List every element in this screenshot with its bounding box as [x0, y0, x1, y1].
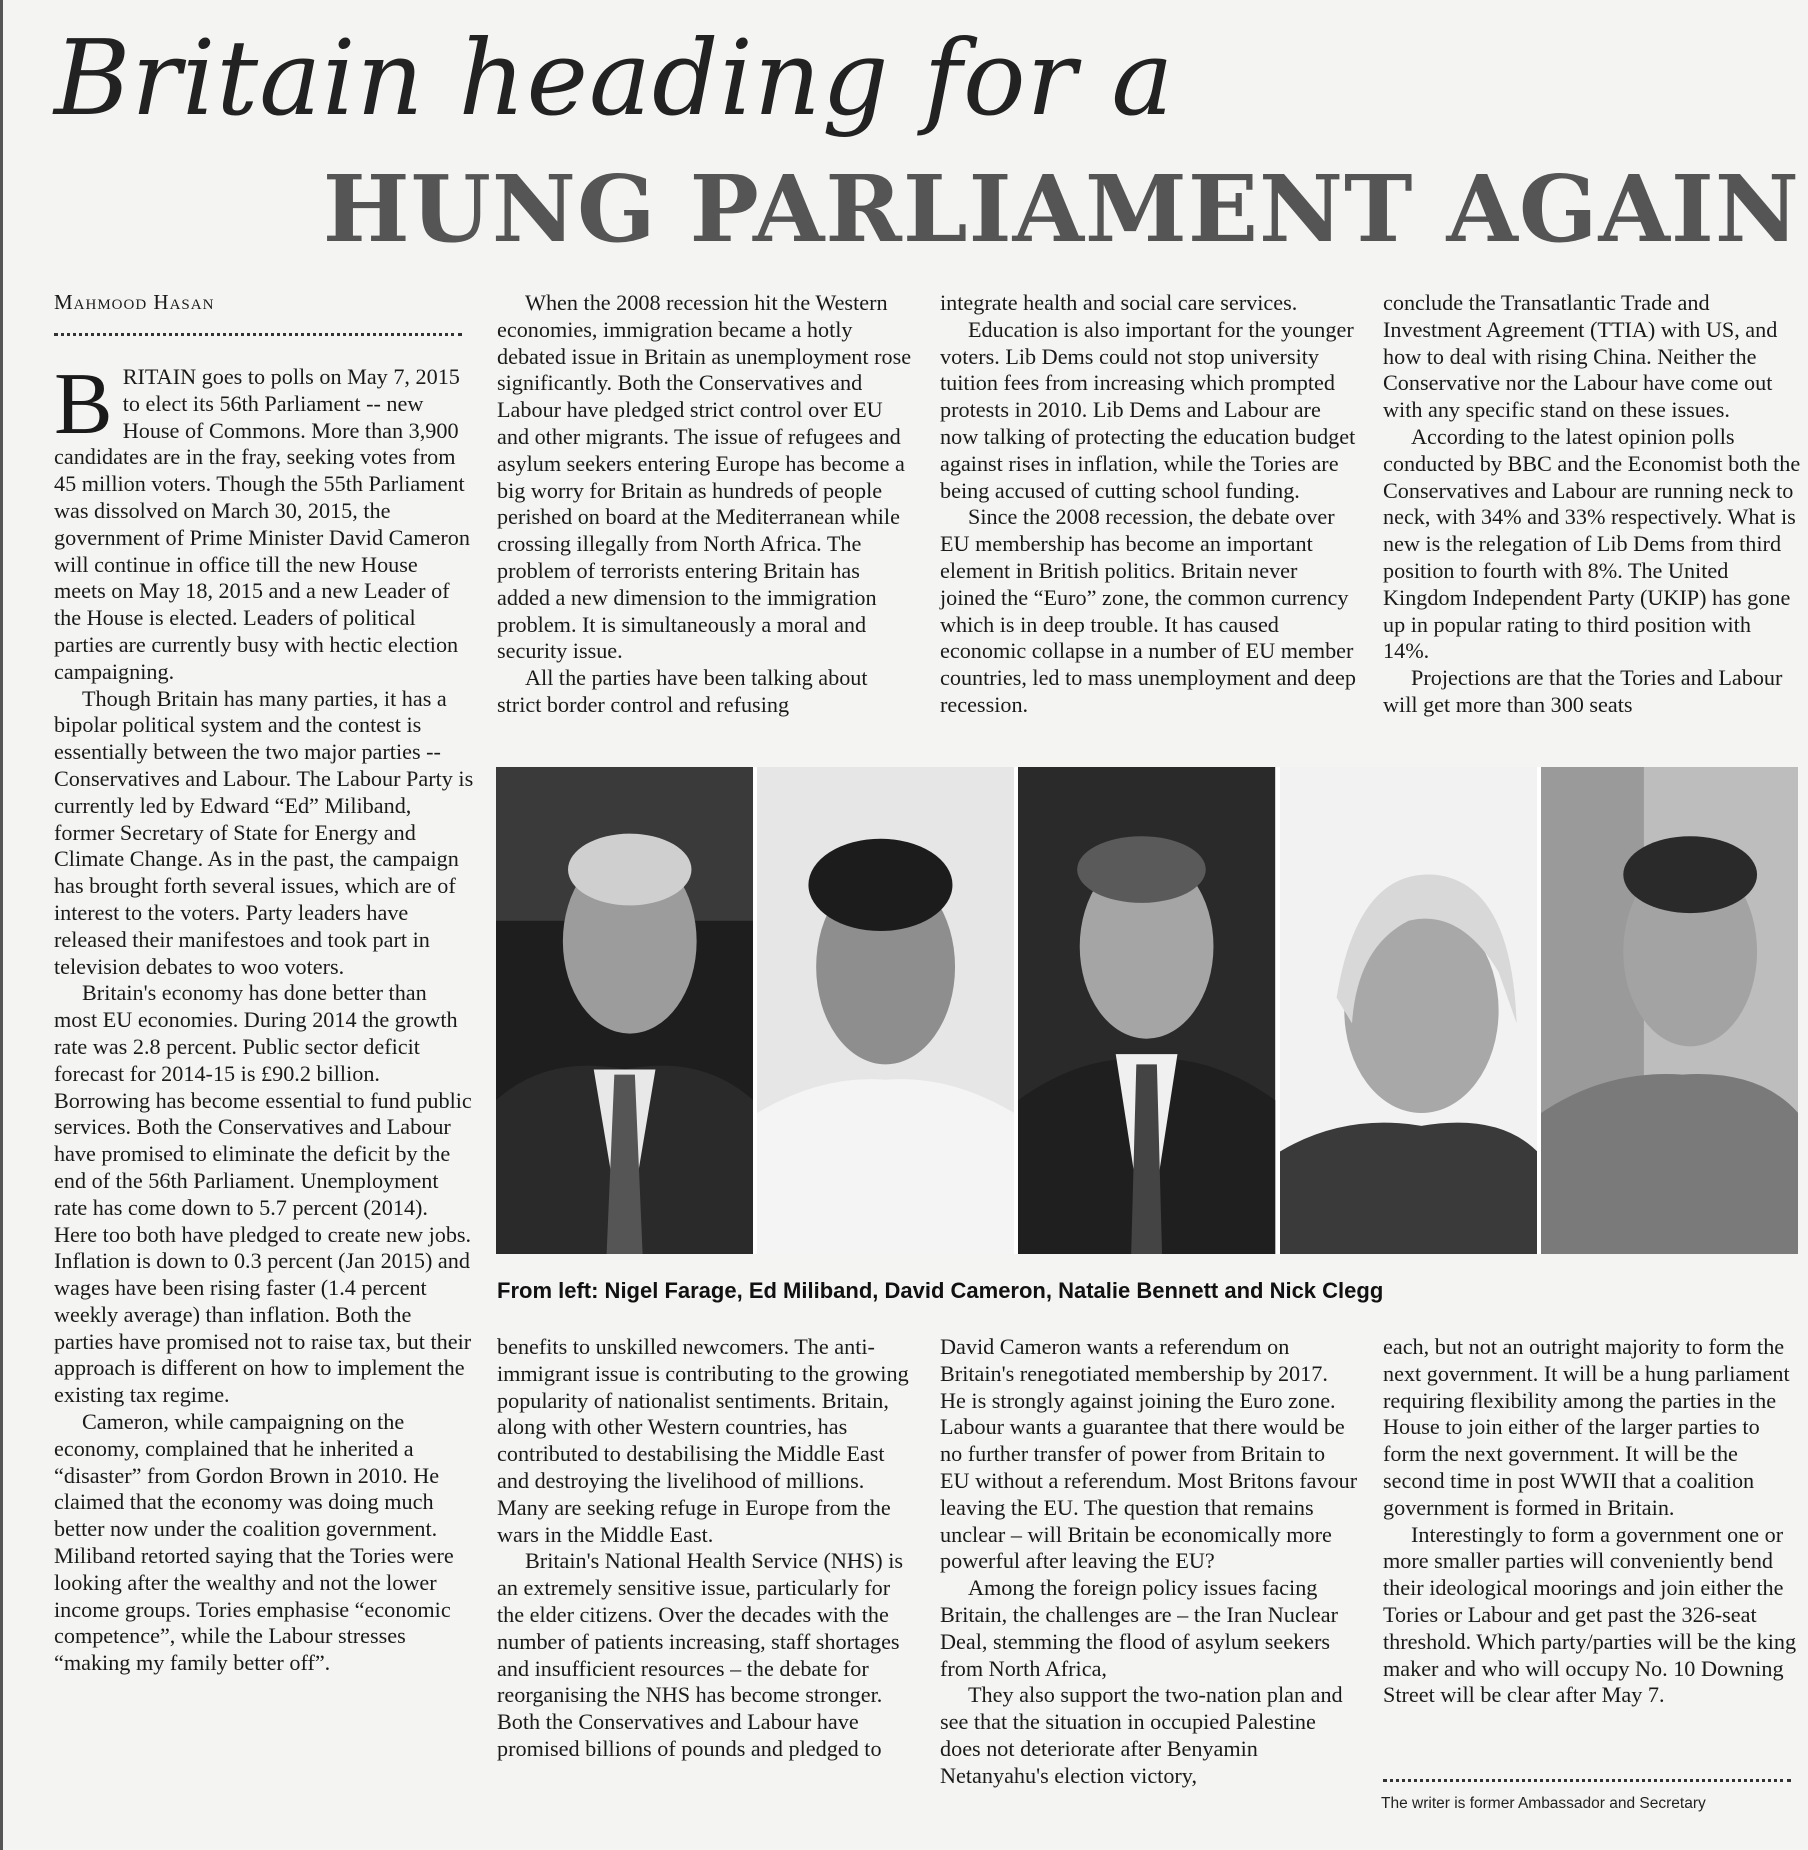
paragraph: Britain's National Health Service (NHS) is an extremely sensitive issue, particularly for the elder citizens. Over the decades with the number of patients increasing, staff shortages and insufficient resources – the debate for reorganising the NHS has become stronger. Both the Conservatives and Labour have promised billions of pounds and pledged to: [497, 1548, 904, 1761]
paragraph: When the 2008 recession hit the Western economies, immigration became a hotly debated issue in Britain as unemployment rose significantly. Both the Conservatives and Labour have pledged strict control over EU and other migrants. The issue of refugees and asylum seekers entering Europe has become a big worry for Britain as hundreds of people perished on board at the Mediterranean while crossing illegally from North Africa. The problem of terrorists entering Britain has added a new dimension to the immigration problem. It is simultaneously a moral and security issue.: [497, 290, 912, 664]
paragraph: Projections are that the Tories and Labour will get more than 300 seats: [1383, 665, 1783, 717]
photo-nigel-farage: [496, 767, 753, 1254]
drop-cap: B: [54, 356, 113, 453]
paragraph: Britain's economy has done better than most EU economies. During 2014 the growth rate was 2.8 percent. Public sector deficit forecast for 2014-15 is £90.2 billion. Borrowing has become essential to fund public services. Both the Conservatives and Labour have promised to eliminate the deficit by the end of the 56th Parliament. Unemployment rate has come down to 5.7 percent (2014). Here too both have pledged to create new jobs. Inflation is down to 0.3 percent (Jan 2015) and wages have been rising faster (1.4 percent weekly average) than inflation. Both the parties have promised not to raise tax, but their approach is different on how to implement the existing tax regime.: [54, 980, 472, 1408]
photo-ed-miliband: [757, 767, 1014, 1254]
column-3-bottom: [940, 1334, 1358, 1790]
photo-natalie-bennett: [1280, 767, 1537, 1254]
paragraph: Education is also important for the younger voters. Lib Dems could not stop university tuition fees from increasing which prompted protests in 2010. Lib Dems and Labour are now talking of protecting the education budget against rises in inflation, while the Tories are being accused of cutting school funding.: [940, 316, 1356, 503]
paragraph: According to the latest opinion polls conducted by BBC and the Economist both the Conservatives and Labour are running neck to neck, with 34% and 33% respectively. What is new is the relegation of Lib Dems from third position to fourth with 8%. The United Kingdom Independent Party (UKIP) has gone up in popular rating to third position with 14%.: [1383, 423, 1801, 664]
column-4-bottom: [1383, 1334, 1801, 1709]
paragraph: BRITAIN goes to polls on May 7, 2015 to elect its 56th Parliament -- new House of Commons. More than 3,900 candidates are in the fray, seeking votes from 45 million voters. Though the 55th Parliament was dissolved on March 30, 2015, the government of Prime Minister David Cameron will continue in office till the new House meets on May 18, 2015 and a new Leader of the House is elected. Leaders of political parties are currently busy with hectic election campaigning.: [54, 356, 470, 684]
author-footnote: The writer is former Ambassador and Secretary: [1381, 1795, 1706, 1812]
paragraph: All the parties have been talking about strict border control and refusing: [497, 665, 868, 717]
headline-line2: HUNG PARLIAMENT AGAIN: [322, 155, 1800, 263]
paragraph: They also support the two-nation plan and see that the situation in occupied Palestine does not deteriorate after Benyamin Netanyahu's election victory,: [940, 1682, 1343, 1788]
column-2-top: [497, 290, 915, 719]
paragraph: David Cameron wants a referendum on Britain's renegotiated membership by 2017. He is strongly against joining the Euro zone. Labour wants a guarantee that there would be no further transfer of power from Britain to EU without a referendum. Most Britons favour leaving the EU. The question that remains unclear – will Britain be economically more powerful after leaving the EU?: [940, 1334, 1358, 1574]
byline: Mahmood Hasan: [54, 290, 215, 314]
paragraph: Since the 2008 recession, the debate over EU membership has become an important element in British politics. Britain never joined the “Euro” zone, the common currency which is in deep trouble. It has caused economic collapse in a number of EU member countries, led to mass unemployment and deep recession.: [940, 504, 1356, 717]
photo-nick-clegg: [1541, 767, 1798, 1254]
paragraph: Interestingly to form a government one or more smaller parties will conveniently bend their ideological moorings and join either the Tories or Labour and get past the 326-seat threshold. Which party/parties will be the king maker and who will occupy No. 10 Downing Street will be clear after May 7.: [1383, 1521, 1797, 1708]
paragraph: Cameron, while campaigning on the economy, complained that he inherited a “disaster” from Gordon Brown in 2010. He claimed that the economy was doing much better now under the coalition government. Miliband retorted saying that the Tories were looking after the wealthy and not the lower income groups. Tories emphasise “economic competence”, while the Labour stresses “making my family better off”.: [54, 1409, 454, 1676]
paragraph: each, but not an outright majority to form the next government. It will be a hung parliament requiring flexibility among the parties in the House to join either of the larger parties to form the next government. It will be the second time in post WWII that a coalition government is formed in Britain.: [1383, 1334, 1790, 1520]
photo-david-cameron: [1018, 767, 1275, 1254]
paragraph: benefits to unskilled newcomers. The anti-immigrant issue is contributing to the growing popularity of nationalist sentiments. Britain, along with other Western countries, has contributed to destabilising the Middle East and destroying the livelihood of millions. Many are seeking refuge in Europe from the wars in the Middle East.: [497, 1334, 909, 1547]
headline-line1: Britain heading for a: [54, 17, 1175, 139]
column-3-top: [940, 290, 1358, 719]
photo-caption: From left: Nigel Farage, Ed Miliband, David Cameron, Natalie Bennett and Nick Clegg: [497, 1278, 1384, 1303]
footnote-divider: [1383, 1779, 1791, 1782]
column-4-top: [1383, 290, 1801, 719]
paragraph: conclude the Transatlantic Trade and Investment Agreement (TTIA) with US, and how to deal with rising China. Neither the Conservative nor the Labour have come out with any specific stand on these issues.: [1383, 290, 1778, 423]
column-2-bottom: [497, 1334, 915, 1763]
paragraph: integrate health and social care services.: [940, 290, 1298, 315]
byline-divider: [54, 333, 462, 336]
paragraph: Though Britain has many parties, it has a bipolar political system and the contest is essentially between the two major parties -- Conservatives and Labour. The Labour Party is currently led by Edward “Ed” Miliband, former Secretary of State for Energy and Climate Change. As in the past, the campaign has brought forth several issues, which are of interest to the voters. Party leaders have released their manifestoes and took part in television debates to woo voters.: [54, 685, 474, 979]
paragraph: Among the foreign policy issues facing Britain, the challenges are – the Iran Nuclear Deal, stemming the flood of asylum seekers from North Africa,: [940, 1575, 1338, 1681]
page-border: [0, 0, 3, 1850]
column-1: [54, 356, 474, 1677]
photo-strip: [496, 767, 1798, 1254]
